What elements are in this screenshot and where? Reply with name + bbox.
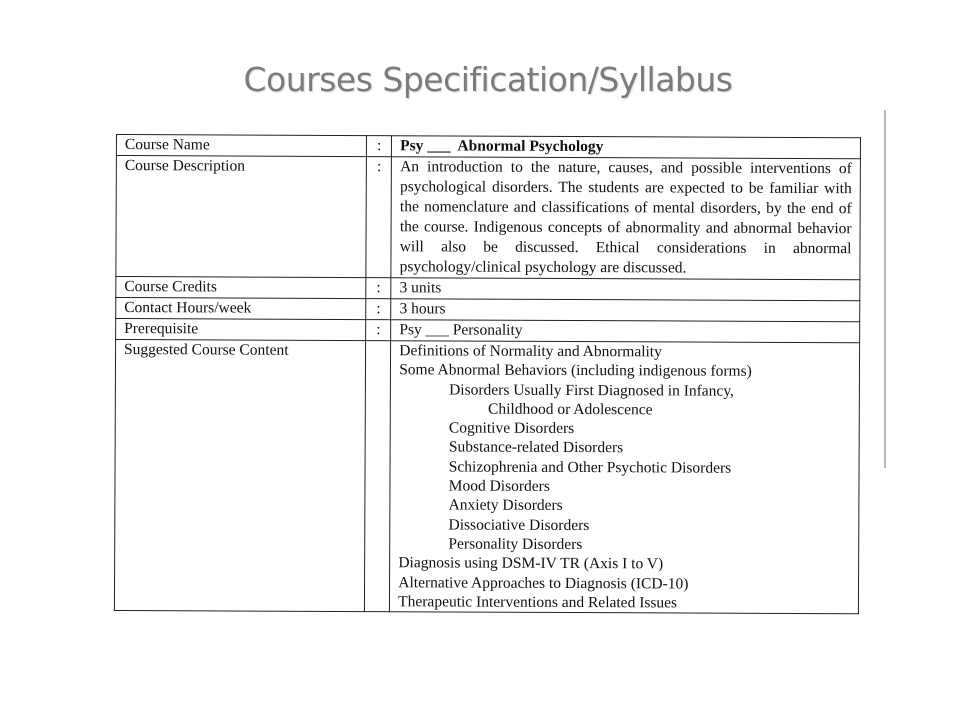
course-name-value: Psy ___ Abnormal Psychology: [392, 136, 861, 159]
scanned-spec-table: [114, 134, 864, 651]
table-row-contact-hours: [116, 298, 860, 322]
prerequisite-label: Prerequisite: [116, 319, 366, 341]
list-item: Personality Disorders: [448, 535, 583, 554]
list-item: Therapeutic Interventions and Related Issues: [398, 593, 678, 612]
list-item: Cognitive Disorders: [448, 419, 575, 438]
list-item: Disorders Usually First Diagnosed in Infancy,: [449, 381, 735, 400]
slide-title: Courses Specification/Syllabus: [243, 60, 733, 99]
suggested-content-label: Suggested Course Content: [114, 340, 365, 612]
list-item: Alternative Approaches to Diagnosis (ICD-10): [398, 573, 689, 593]
separator: :: [367, 136, 392, 157]
contact-hours-label: Contact Hours/week: [116, 298, 366, 320]
separator: :: [366, 157, 391, 278]
course-spec-table: [114, 134, 861, 614]
separator: :: [366, 320, 391, 341]
contact-hours-value: 3 hours: [391, 299, 860, 322]
list-item: Some Abnormal Behaviors (including indigenous forms): [399, 361, 752, 381]
list-item: Schizophrenia and Other Psychotic Disorders: [448, 458, 732, 477]
list-item: Diagnosis using DSM-IV TR (Axis I to V): [398, 554, 664, 573]
content-list: [398, 341, 851, 613]
course-description-label: Course Description: [116, 156, 367, 278]
table-row-course-description: [116, 156, 861, 280]
course-name-label: Course Name: [116, 135, 366, 157]
list-item: Dissociative Disorders: [448, 516, 590, 534]
table-row-suggested-content: [114, 340, 859, 614]
course-credits-value: 3 units: [391, 278, 860, 301]
list-item: Anxiety Disorders: [448, 496, 563, 515]
separator: :: [366, 299, 391, 320]
list-item: Substance-related Disorders: [448, 438, 624, 457]
prerequisite-value: Psy ___ Personality: [391, 320, 860, 343]
separator-empty: [365, 341, 391, 612]
scan-edge-line: [884, 110, 886, 468]
suggested-content-value: [390, 341, 860, 614]
list-item: Definitions of Normality and Abnormality: [399, 342, 662, 361]
course-credits-label: Course Credits: [116, 277, 366, 299]
list-item: Mood Disorders: [448, 477, 550, 495]
list-item: Childhood or Adolescence: [488, 400, 653, 419]
separator: :: [366, 278, 391, 299]
course-description-value: An introduction to the nature, causes, and possible interventions of psychological disorders. The students are expected to be familiar with the nomenclature and classifications of mental disorders, by the end of the course. Indigenous concepts of abnormality and abnormal behavior will also be discussed. Ethical considerations in abnormal psychology/clinical psychology are discussed.: [391, 157, 860, 280]
